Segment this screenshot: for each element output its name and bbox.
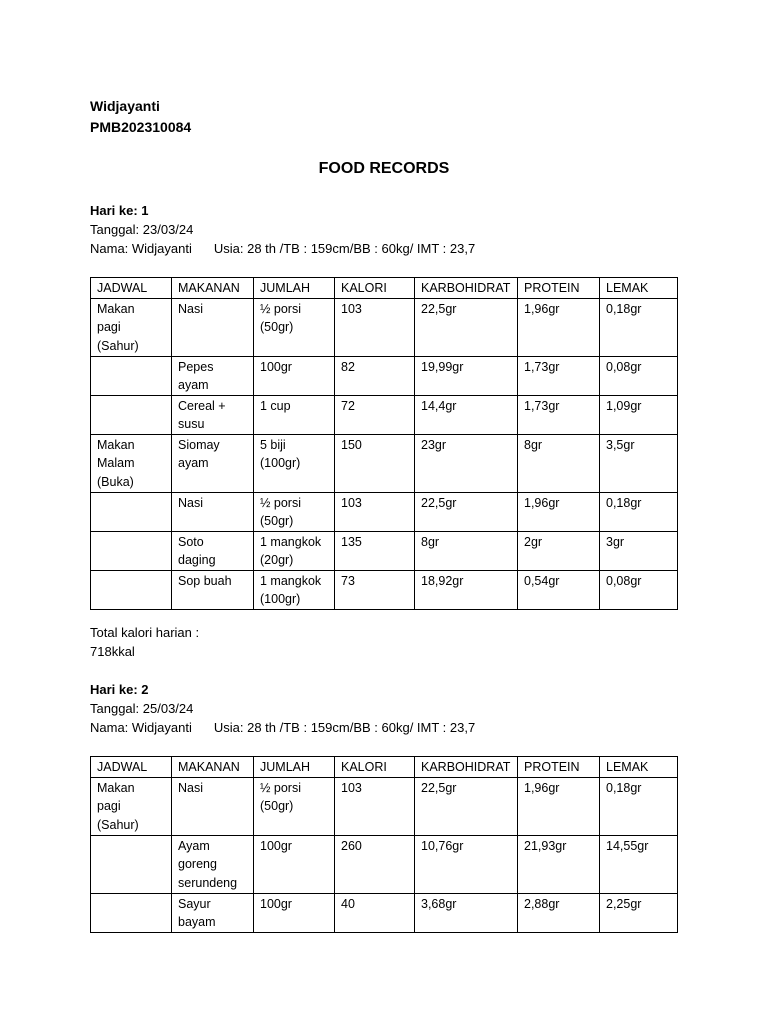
cell-makanan: Nasi: [172, 777, 254, 835]
cell-jumlah: 1 mangkok (100gr): [254, 570, 335, 609]
cell-lemak: 0,18gr: [600, 298, 678, 356]
student-id: PMB202310084: [90, 119, 192, 135]
column-header-jumlah: JUMLAH: [254, 757, 335, 778]
day-1-info: [90, 239, 475, 258]
day-2-usia: Usia: 28 th /TB : 159cm/BB : 60kg/ IMT : 23,7: [213, 720, 476, 735]
cell-protein: 8gr: [518, 434, 600, 492]
cell-lemak: 0,08gr: [600, 356, 678, 395]
column-header-protein: PROTEIN: [518, 757, 600, 778]
cell-kalori: 82: [335, 356, 415, 395]
cell-protein: 1,96gr: [518, 492, 600, 531]
cell-makanan: Ayam goreng serundeng: [172, 835, 254, 893]
cell-karbohidrat: 19,99gr: [415, 356, 518, 395]
table-row: [91, 531, 678, 570]
cell-jadwal: Makan pagi (Sahur): [91, 298, 172, 356]
table-row: [91, 298, 678, 356]
column-header-kalori: KALORI: [335, 278, 415, 299]
column-header-protein: PROTEIN: [518, 278, 600, 299]
cell-jumlah: 100gr: [254, 893, 335, 932]
cell-jumlah: ½ porsi (50gr): [254, 492, 335, 531]
day-1-nama: Nama: Widjayanti: [90, 241, 192, 256]
cell-karbohidrat: 22,5gr: [415, 492, 518, 531]
table-row: [91, 492, 678, 531]
table-row: [91, 434, 678, 492]
cell-jadwal: [91, 356, 172, 395]
cell-kalori: 260: [335, 835, 415, 893]
cell-karbohidrat: 3,68gr: [415, 893, 518, 932]
cell-makanan: Cereal + susu: [172, 395, 254, 434]
food-record-table-day-1: [90, 277, 678, 610]
cell-kalori: 135: [335, 531, 415, 570]
cell-jumlah: 100gr: [254, 356, 335, 395]
cell-karbohidrat: 18,92gr: [415, 570, 518, 609]
cell-lemak: 1,09gr: [600, 395, 678, 434]
day-2-label: Hari ke: 2: [90, 682, 149, 697]
table-header-row: [91, 757, 678, 778]
cell-kalori: 72: [335, 395, 415, 434]
food-record-table-day-2: [90, 756, 678, 933]
cell-protein: 2,88gr: [518, 893, 600, 932]
cell-protein: 2gr: [518, 531, 600, 570]
cell-lemak: 3,5gr: [600, 434, 678, 492]
day-1-total-value: 718kkal: [90, 644, 135, 659]
cell-makanan: Siomay ayam: [172, 434, 254, 492]
column-header-jumlah: JUMLAH: [254, 278, 335, 299]
column-header-jadwal: JADWAL: [91, 278, 172, 299]
cell-lemak: 0,18gr: [600, 492, 678, 531]
table-row: [91, 835, 678, 893]
cell-karbohidrat: 10,76gr: [415, 835, 518, 893]
cell-makanan: Soto daging: [172, 531, 254, 570]
cell-kalori: 73: [335, 570, 415, 609]
column-header-karbohidrat: KARBOHIDRAT: [415, 757, 518, 778]
column-header-kalori: KALORI: [335, 757, 415, 778]
column-header-lemak: LEMAK: [600, 757, 678, 778]
cell-jadwal: [91, 395, 172, 434]
day-2-info: [90, 718, 475, 737]
cell-protein: 1,96gr: [518, 777, 600, 835]
student-name: Widjayanti: [90, 98, 160, 114]
cell-protein: 21,93gr: [518, 835, 600, 893]
cell-kalori: 150: [335, 434, 415, 492]
cell-karbohidrat: 8gr: [415, 531, 518, 570]
cell-karbohidrat: 23gr: [415, 434, 518, 492]
cell-karbohidrat: 22,5gr: [415, 777, 518, 835]
cell-karbohidrat: 22,5gr: [415, 298, 518, 356]
cell-jadwal: [91, 893, 172, 932]
day-2-date: Tanggal: 25/03/24: [90, 701, 194, 716]
day-1-usia: Usia: 28 th /TB : 159cm/BB : 60kg/ IMT : 23,7: [213, 241, 476, 256]
cell-makanan: Nasi: [172, 492, 254, 531]
cell-jumlah: ½ porsi (50gr): [254, 298, 335, 356]
cell-kalori: 103: [335, 492, 415, 531]
cell-lemak: 0,18gr: [600, 777, 678, 835]
column-header-lemak: LEMAK: [600, 278, 678, 299]
cell-protein: 1,73gr: [518, 356, 600, 395]
cell-jadwal: Makan Malam (Buka): [91, 434, 172, 492]
column-header-makanan: MAKANAN: [172, 757, 254, 778]
day-1-date: Tanggal: 23/03/24: [90, 222, 194, 237]
cell-jumlah: ½ porsi (50gr): [254, 777, 335, 835]
day-2-nama: Nama: Widjayanti: [90, 720, 192, 735]
cell-kalori: 40: [335, 893, 415, 932]
cell-makanan: Sop buah: [172, 570, 254, 609]
table-row: [91, 570, 678, 609]
cell-karbohidrat: 14,4gr: [415, 395, 518, 434]
cell-jumlah: 1 mangkok (20gr): [254, 531, 335, 570]
cell-kalori: 103: [335, 777, 415, 835]
column-header-jadwal: JADWAL: [91, 757, 172, 778]
cell-protein: 1,73gr: [518, 395, 600, 434]
cell-makanan: Nasi: [172, 298, 254, 356]
cell-lemak: 0,08gr: [600, 570, 678, 609]
table-row: [91, 777, 678, 835]
cell-kalori: 103: [335, 298, 415, 356]
cell-jumlah: 100gr: [254, 835, 335, 893]
column-header-makanan: MAKANAN: [172, 278, 254, 299]
cell-jadwal: [91, 492, 172, 531]
cell-lemak: 3gr: [600, 531, 678, 570]
cell-makanan: Sayur bayam: [172, 893, 254, 932]
page-title: FOOD RECORDS: [318, 160, 450, 177]
cell-protein: 1,96gr: [518, 298, 600, 356]
cell-lemak: 14,55gr: [600, 835, 678, 893]
cell-lemak: 2,25gr: [600, 893, 678, 932]
cell-jumlah: 1 cup: [254, 395, 335, 434]
day-1-label: Hari ke: 1: [90, 203, 149, 218]
cell-jadwal: [91, 531, 172, 570]
cell-jumlah: 5 biji (100gr): [254, 434, 335, 492]
table-row: [91, 395, 678, 434]
table-row: [91, 356, 678, 395]
cell-jadwal: [91, 835, 172, 893]
column-header-karbohidrat: KARBOHIDRAT: [415, 278, 518, 299]
cell-jadwal: [91, 570, 172, 609]
day-1-total-label: Total kalori harian :: [90, 625, 200, 640]
cell-protein: 0,54gr: [518, 570, 600, 609]
table-row: [91, 893, 678, 932]
cell-makanan: Pepes ayam: [172, 356, 254, 395]
cell-jadwal: Makan pagi (Sahur): [91, 777, 172, 835]
table-header-row: [91, 278, 678, 299]
